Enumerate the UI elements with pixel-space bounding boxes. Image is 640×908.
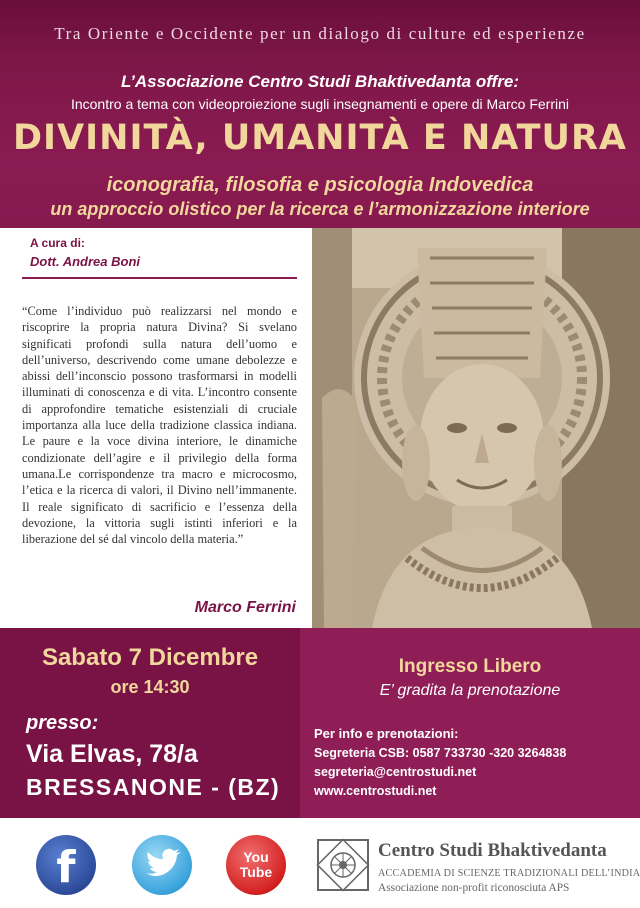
top-band [0, 0, 640, 62]
org-academy: ACCADEMIA DI SCIENZE TRADIZIONALI DELL’INDIA [378, 868, 640, 879]
facebook-glyph: f [56, 842, 76, 893]
event-details [0, 628, 300, 818]
page-title: DIVINITÀ, UMANITÀ E NATURA [12, 118, 628, 158]
free-entry-label: Ingresso Libero [398, 656, 542, 677]
facebook-icon[interactable] [36, 835, 96, 895]
quote-panel [0, 228, 312, 628]
event-date: Sabato 7 Dicembre [41, 644, 259, 671]
youtube-label-tube: Tube [239, 864, 273, 880]
info-panel [300, 628, 640, 818]
contact-phones: Segreteria CSB: 0587 733730 -320 3264838 [314, 746, 567, 760]
organization-logo-icon [316, 838, 370, 892]
tagline: Tra Oriente e Occidente per un dialogo di culture ed esperienze [54, 24, 586, 43]
venue-street: Via Elvas, 78/a [26, 740, 198, 768]
contact-email[interactable]: segreteria@centrostudi.net [314, 765, 477, 779]
venue-city: BRESSANONE - (BZ) [26, 774, 281, 800]
quote-text: “Come l’individuo può realizzarsi nel mondo e riscoprire la propria natura Divina? Si svelano significati profondi sulla natura dell’uomo e dell’universo, descrivendo come umane debolezze e abissi dell’inconscio possono trasformarsi in modelli illuminati di conoscenza e di vita. L’incontro consente di approfondire tematiche esistenziali di cruciale importanza alla luce della tradizione classica indiana. Le paure e la voce divina interiore, le dinamiche condizionate dell’agire e il privilegio della forma umana.Le corrispondenze tra macro e microcosmo, l’etica e la ricerca di valori, il Divino nell’immanente. Il reale significato di sacrificio e l’essenza della devozione, la vittoria sugli istinti inferiori e la liberazione del sé dal vincolo della materia.” [22, 304, 297, 547]
quote-author: Marco Ferrini [194, 599, 296, 616]
twitter-icon[interactable] [132, 835, 192, 895]
deity-statue-photo [312, 228, 640, 628]
statue-illustration [312, 228, 640, 628]
event-time: ore 14:30 [110, 677, 190, 697]
youtube-label-you: You [243, 849, 269, 865]
subtitle-iconography: iconografia, filosofia e psicologia Indovedica [106, 174, 534, 196]
youtube-icon[interactable] [226, 835, 286, 895]
divider [22, 277, 297, 279]
event-description: Incontro a tema con videoproiezione sugli insegnamenti e opere di Marco Ferrini [70, 96, 570, 112]
org-name: Centro Studi Bhaktivedanta [378, 840, 607, 861]
curator-label: A cura di: [30, 236, 85, 250]
org-status: Associazione non-profit riconosciuta APS [378, 882, 570, 894]
twitter-bird-icon [132, 835, 192, 895]
youtube-label [226, 835, 286, 895]
contacts-title: Per info e prenotazioni: [314, 726, 459, 741]
booking-note: E’ gradita la prenotazione [379, 682, 561, 699]
hero-header [0, 62, 640, 228]
curator-name: Dott. Andrea Boni [30, 254, 141, 269]
subtitle-approach: un approccio olistico per la ricerca e l’armonizzazione interiore [50, 199, 590, 219]
contact-website[interactable]: www.centrostudi.net [314, 784, 437, 798]
presenter-line: L’Associazione Centro Studi Bhaktivedanta offre: [121, 72, 519, 91]
footer [0, 818, 640, 908]
venue-label: presso: [26, 712, 99, 734]
